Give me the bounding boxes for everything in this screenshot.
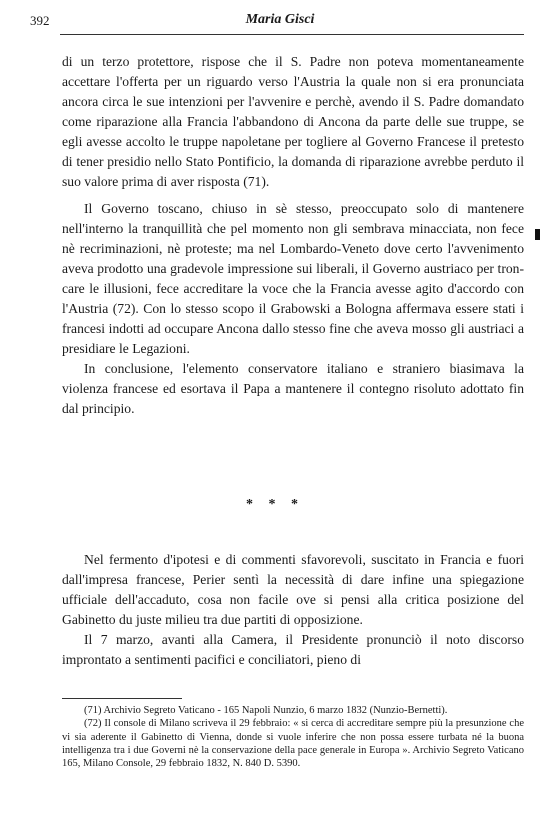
header-rule <box>60 34 524 35</box>
section-separator: * * * <box>246 497 304 512</box>
footnote: (72) Il console di Milano scriveva il 29 febbraio: « si cerca di accreditare sempre più la presunzione che vi sia aderente il Gabinetto di Vienna, donde si vuole inferire che non possa essere turbata né la buona intelligenza tra i due Governi nè la conservazione della pace generale in Europa ». Archivio Segreto Vaticano 165, Milano Console, 29 febbraio 1832, N. 840 D. 5390. <box>62 718 524 770</box>
footnote: (71) Archivio Segreto Vaticano - 165 Napoli Nunzio, 6 marzo 1832 (Nunzio-Bernetti). <box>84 705 448 716</box>
paragraph: Il Governo toscano, chiuso in sè stesso, preoccupato solo di mantenere nell'interno la tranquillità che pel momento non gli sembrava minacciata, non fece nè recriminazioni, nè proteste; ma nel Lombardo-Veneto dove certo l'avvenimento aveva prodotto una gradevole impressione sui liberali, il Governo austriaco per troncare le illusioni, fece accreditare la voce che la Francia avesse agito d'accordo con l'Austria (72). Con lo stesso scopo il Grabowski a Bologna affermava essere stati i francesi indotti ad occupare Ancona dallo stesso fine che aveva mosso gli austriaci a presidiare le Legazioni. <box>62 201 524 356</box>
page-header <box>30 13 530 35</box>
footnote-rule <box>62 698 182 699</box>
paragraph: Nel fermento d'ipotesi e di commenti sfavorevoli, suscitato in Francia e fuori dall'impresa francese, Perier sentì la necessità di dare infine una spiegazione ufficiale dell'accaduto, cosa non facile ove si pensi alla critica posizione del Gabinetto du juste milieu tra due partiti di opposizione. <box>62 552 524 627</box>
main-text-bottom <box>62 550 524 670</box>
page-number: 392 <box>30 13 50 28</box>
paragraph: Il 7 marzo, avanti alla Camera, il Presidente pronunciò il noto discorso improntato a sentimenti pacifici e conciliatori, pieno di <box>62 632 524 667</box>
paragraph: di un terzo protettore, rispose che il S. Padre non poteva momentaneamente accettare l'offerta per un riguardo verso l'Austria la quale non si era pronunciata ancora circa le sue intenzioni per l'avvenire e perchè, avendo il S. Padre domandato come riparazione alla Francia l'abbandono di Ancona da parte delle sue truppe, se egli avesse accolto le truppe napoletane per togliere al Governo Francese il pretesto di tener presidio nello Stato Pontificio, la domanda di riparazione avrebbe perduto il suo valore prima di aver risposta (71). <box>62 54 524 189</box>
footnotes <box>62 704 524 770</box>
main-text-top <box>62 52 524 419</box>
margin-mark <box>535 229 540 240</box>
paragraph: In conclusione, l'elemento conservatore italiano e straniero biasimava la violenza francese ed esortava il Papa a mantenere il contegno risoluto adottato fin dal principio. <box>62 361 524 416</box>
running-title: Maria Gisci <box>245 12 315 27</box>
